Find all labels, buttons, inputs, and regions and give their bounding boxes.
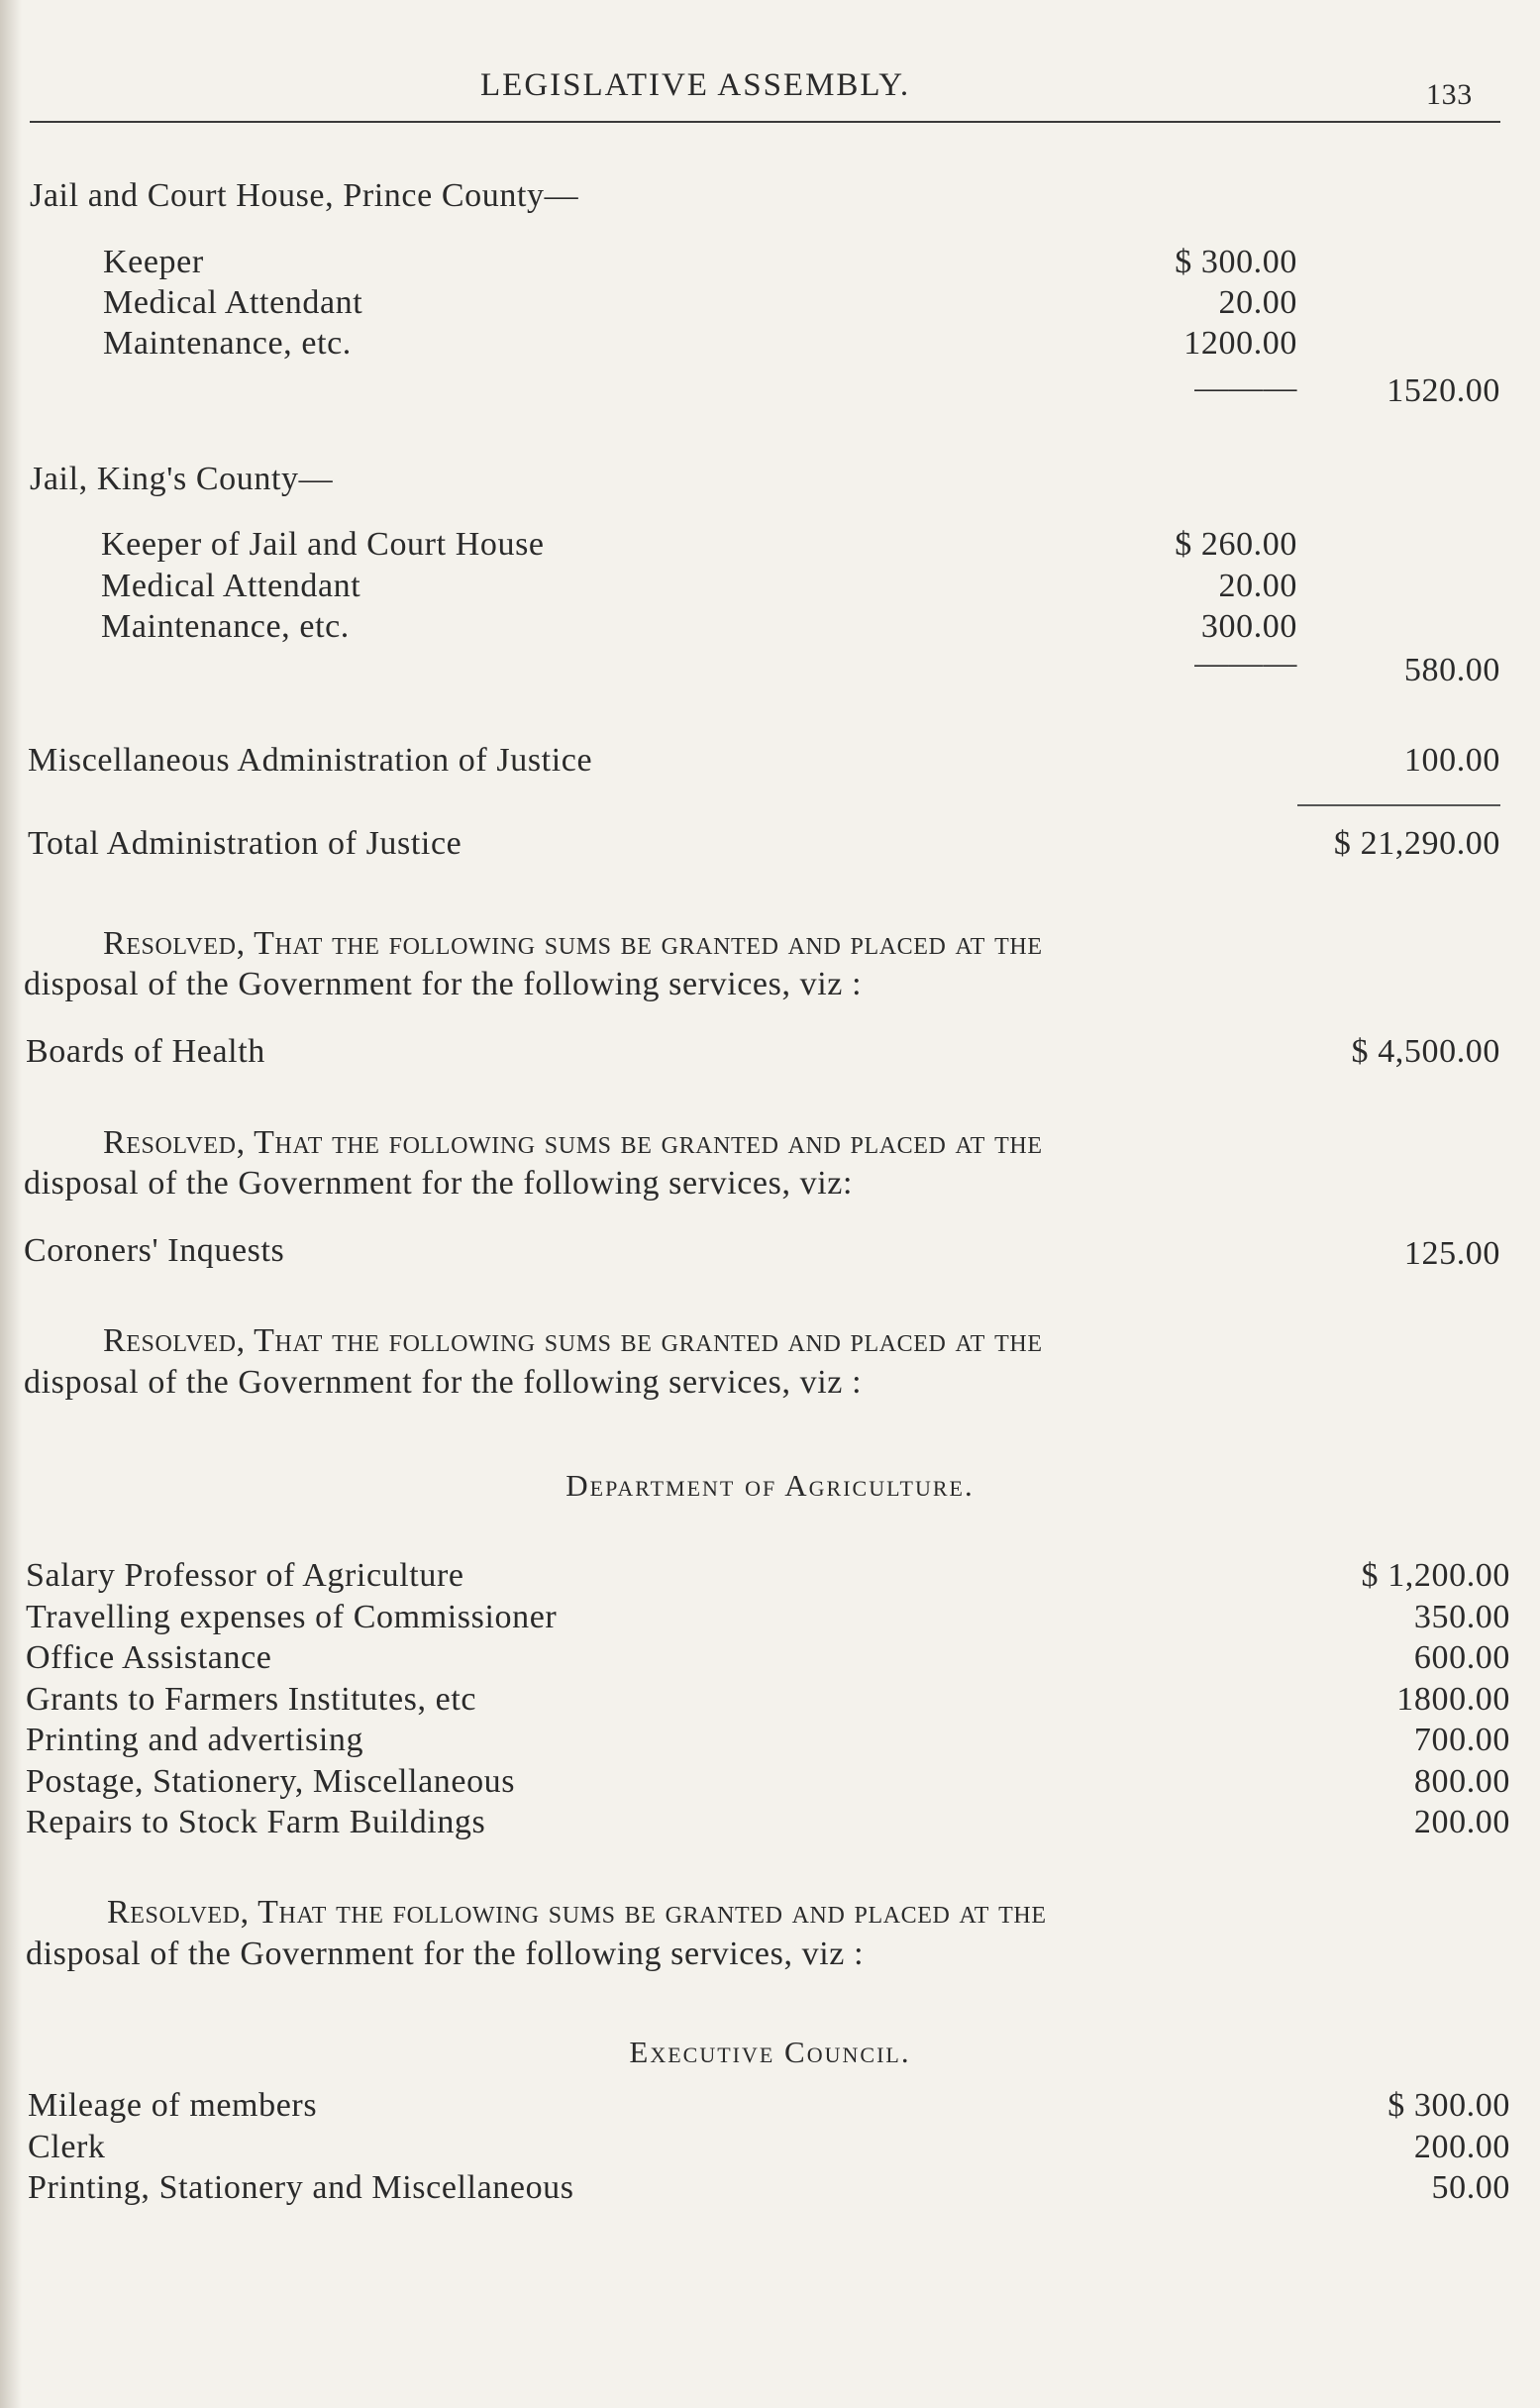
- header-rule: [30, 121, 1500, 123]
- misc-justice-label: Miscellaneous Administration of Justice: [28, 742, 593, 779]
- resolved-paragraph-line: disposal of the Government for the following services, viz :: [24, 1364, 863, 1401]
- kings-item-label: Maintenance, etc.: [101, 608, 350, 645]
- kings-total: 580.00: [1403, 652, 1500, 688]
- resolved-paragraph-line: Resolved, That the following sums be granted and placed at the: [107, 1894, 1047, 1931]
- coroners-inquests-label: Coroners' Inquests: [24, 1232, 285, 1269]
- total-justice-label: Total Administration of Justice: [28, 825, 462, 862]
- agriculture-item-amount: $ 1,200.00: [1361, 1557, 1510, 1594]
- kings-item-amount: 20.00: [1218, 568, 1297, 604]
- executive-item-amount: 200.00: [1413, 2129, 1510, 2165]
- agriculture-item-label: Postage, Stationery, Miscellaneous: [26, 1763, 516, 1800]
- agriculture-item-label: Repairs to Stock Farm Buildings: [26, 1804, 486, 1840]
- kings-item-label: Medical Attendant: [101, 568, 361, 604]
- prince-subtotal-dash: ———: [1194, 369, 1297, 406]
- running-header: LEGISLATIVE ASSEMBLY.: [480, 67, 911, 103]
- agriculture-item-amount: 200.00: [1413, 1804, 1510, 1840]
- agriculture-item-amount: 800.00: [1413, 1763, 1510, 1800]
- kings-item-amount: 300.00: [1200, 608, 1297, 645]
- total-justice-amount: $ 21,290.00: [1333, 825, 1500, 862]
- agriculture-item-label: Printing and advertising: [26, 1722, 364, 1758]
- resolved-paragraph-line: disposal of the Government for the following services, viz :: [24, 966, 863, 1002]
- resolved-paragraph-line: Resolved, That the following sums be granted and placed at the: [103, 1124, 1043, 1161]
- kings-subtotal-dash: ———: [1194, 645, 1297, 681]
- prince-total: 1520.00: [1386, 372, 1500, 409]
- resolved-paragraph-line: Resolved, That the following sums be granted and placed at the: [103, 925, 1043, 962]
- agriculture-item-label: Travelling expenses of Commissioner: [26, 1599, 558, 1635]
- agriculture-item-amount: 600.00: [1413, 1639, 1510, 1676]
- agriculture-heading: Department of Agriculture.: [565, 1468, 975, 1503]
- page-number: 133: [1426, 78, 1473, 111]
- boards-of-health-label: Boards of Health: [26, 1033, 265, 1070]
- agriculture-item-label: Office Assistance: [26, 1639, 272, 1676]
- agriculture-item-label: Grants to Farmers Institutes, etc: [26, 1681, 477, 1718]
- resolved-paragraph-line: Resolved, That the following sums be granted and placed at the: [103, 1322, 1043, 1359]
- total-rule: [1297, 804, 1500, 806]
- kings-county-heading: Jail, King's County—: [30, 461, 334, 497]
- coroners-inquests-amount: 125.00: [1403, 1235, 1500, 1272]
- prince-item-amount: $ 300.00: [1175, 244, 1297, 280]
- resolved-paragraph-line: disposal of the Government for the following services, viz :: [26, 1936, 865, 1972]
- executive-council-heading: Executive Council.: [629, 2035, 911, 2069]
- agriculture-item-amount: 700.00: [1413, 1722, 1510, 1758]
- prince-item-label: Medical Attendant: [103, 284, 363, 321]
- kings-item-amount: $ 260.00: [1175, 526, 1297, 563]
- kings-item-label: Keeper of Jail and Court House: [101, 526, 545, 563]
- prince-item-label: Keeper: [103, 244, 204, 280]
- executive-item-amount: $ 300.00: [1387, 2087, 1510, 2124]
- prince-item-amount: 1200.00: [1183, 325, 1297, 362]
- boards-of-health-amount: $ 4,500.00: [1351, 1033, 1500, 1070]
- executive-item-label: Clerk: [28, 2129, 106, 2165]
- agriculture-item-label: Salary Professor of Agriculture: [26, 1557, 464, 1594]
- prince-county-heading: Jail and Court House, Prince County—: [30, 177, 579, 214]
- misc-justice-amount: 100.00: [1403, 742, 1500, 779]
- agriculture-item-amount: 1800.00: [1396, 1681, 1510, 1718]
- prince-item-label: Maintenance, etc.: [103, 325, 352, 362]
- resolved-paragraph-line: disposal of the Government for the following services, viz:: [24, 1165, 854, 1202]
- executive-item-amount: 50.00: [1431, 2169, 1510, 2206]
- executive-item-label: Mileage of members: [28, 2087, 318, 2124]
- executive-item-label: Printing, Stationery and Miscellaneous: [28, 2169, 574, 2206]
- prince-item-amount: 20.00: [1218, 284, 1297, 321]
- agriculture-item-amount: 350.00: [1413, 1599, 1510, 1635]
